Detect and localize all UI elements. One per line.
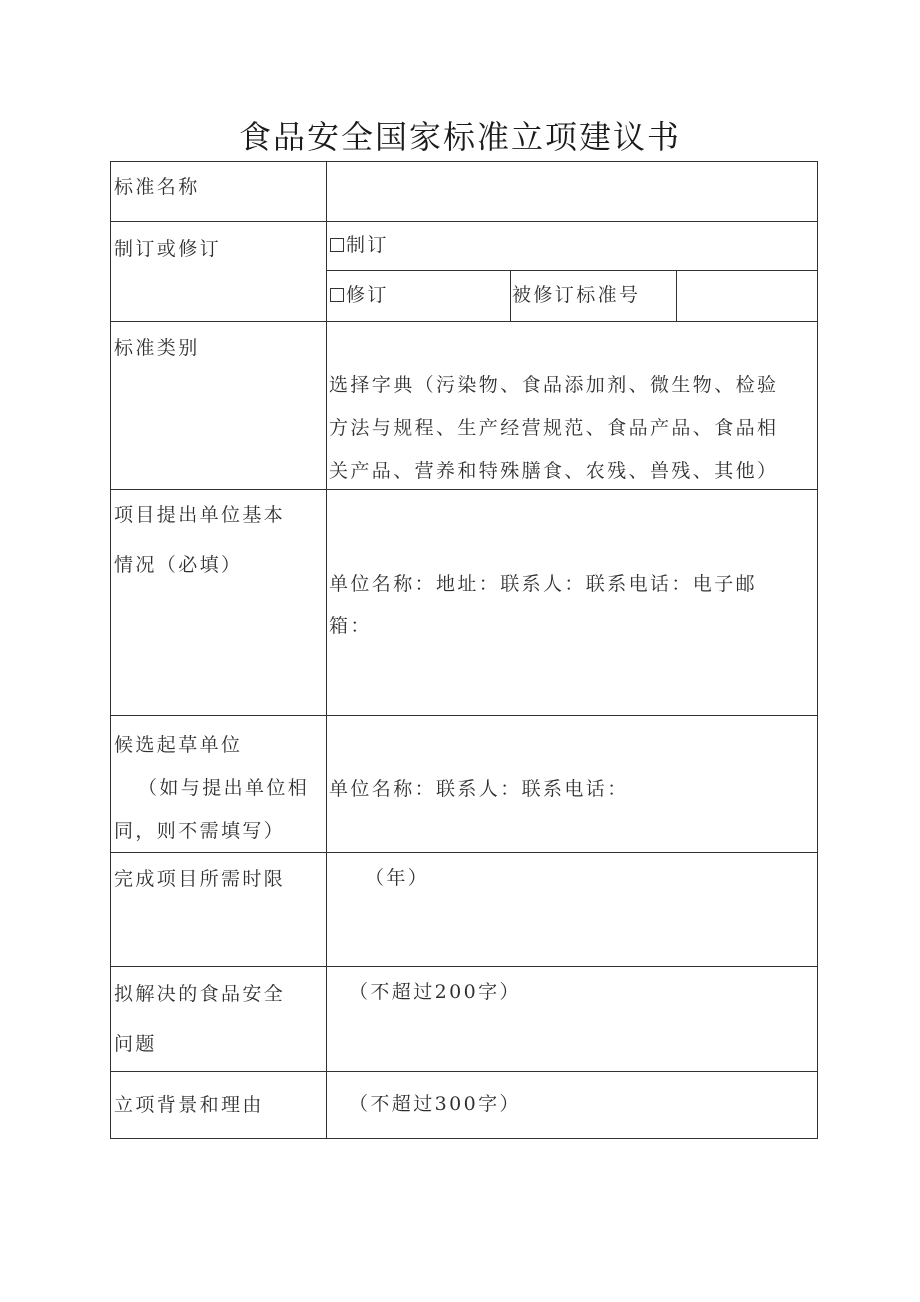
revised-number-field[interactable] — [677, 271, 817, 321]
issue-field[interactable] — [327, 967, 817, 1071]
proposer-field[interactable] — [327, 490, 817, 715]
issue-hint: （不超过200字） — [349, 981, 521, 1003]
option-new-label: 制订 — [346, 234, 389, 256]
category-hint-line: 关产品、营养和特殊膳食、农残、兽残、其他） — [329, 460, 779, 482]
proposer-hint-line: 单位名称：地址：联系人：联系电话：电子邮 — [329, 573, 758, 595]
category-field[interactable] — [327, 322, 817, 489]
revision-type-label: 制订或修订 — [114, 238, 222, 260]
checkbox-icon — [330, 288, 344, 302]
duration-field[interactable] — [327, 853, 817, 966]
revised-number-label: 被修订标准号 — [512, 284, 641, 306]
drafter-hint: 单位名称：联系人：联系电话： — [329, 778, 629, 800]
table-border-left — [110, 161, 111, 1139]
drafter-field[interactable] — [327, 716, 817, 852]
option-new-checkbox[interactable] — [330, 224, 389, 267]
table-border-right — [817, 161, 818, 1139]
table-border-bottom — [110, 1138, 818, 1139]
standard-name-label: 标准名称 — [114, 176, 200, 198]
checkbox-icon — [330, 238, 344, 252]
duration-hint: （年） — [365, 867, 430, 889]
row-divider — [110, 221, 818, 222]
standard-name-field[interactable] — [327, 162, 817, 221]
background-label: 立项背景和理由 — [114, 1094, 264, 1116]
drafter-label-line: （如与提出单位相 — [138, 777, 310, 799]
proposer-label-line: 项目提出单位基本 — [114, 504, 286, 526]
cell-divider — [510, 270, 511, 321]
category-hint-line: 选择字典（污染物、食品添加剂、微生物、检验 — [329, 374, 779, 396]
option-revise-checkbox[interactable] — [330, 274, 389, 317]
proposer-label-line: 情况（必填） — [114, 554, 243, 576]
page-title: 食品安全国家标准立项建议书 — [238, 118, 681, 156]
background-field[interactable] — [327, 1072, 817, 1138]
category-hint-line: 方法与规程、生产经营规范、食品产品、食品相 — [329, 417, 779, 439]
drafter-label-line: 候选起草单位 — [114, 734, 243, 756]
duration-label: 完成项目所需时限 — [114, 868, 286, 890]
proposer-hint-line: 箱： — [329, 615, 372, 637]
issue-label-line: 问题 — [114, 1033, 157, 1055]
category-label: 标准类别 — [114, 337, 200, 359]
option-revise-label: 修订 — [346, 284, 389, 306]
drafter-label-line: 同，则不需填写） — [114, 820, 286, 842]
issue-label-line: 拟解决的食品安全 — [114, 983, 286, 1005]
background-hint: （不超过300字） — [349, 1093, 521, 1115]
